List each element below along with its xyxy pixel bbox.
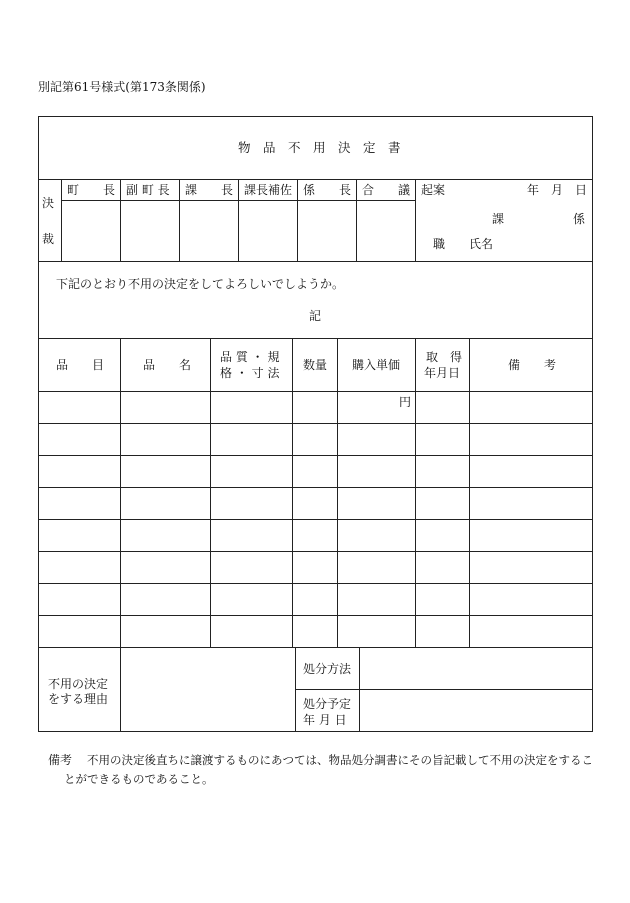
drafted-date: 年 月 日 <box>527 183 588 197</box>
reason-label-2: をする理由 <box>48 692 109 706</box>
header-acquired-2: 年月日 <box>424 366 461 380</box>
approval-col-assistant-chief: 課長補佐 <box>244 183 293 197</box>
approval-col-deputy-mayor: 副 町 長 <box>126 183 170 197</box>
approval-col-consultation: 合 議 <box>362 183 411 197</box>
approval-side-label-2: 裁 <box>42 232 55 246</box>
approval-col-unit-chief: 係 長 <box>303 183 352 197</box>
scheduled-label-1: 処分予定 <box>303 697 352 711</box>
intro-text: 下記のとおり不用の決定をしてよろしいでしようか。 <box>56 277 345 291</box>
subsection-label: 係 <box>573 212 586 226</box>
reason-label-1: 不用の決定 <box>48 677 109 691</box>
ki-label: 記 <box>309 309 322 323</box>
header-quality-1: 品 質 ・ 規 <box>220 350 280 364</box>
disposal-method-label: 処分方法 <box>303 662 352 676</box>
header-price: 購入単価 <box>352 358 401 372</box>
drafted-label: 起案 <box>421 183 446 197</box>
scheduled-label-2: 年 月 日 <box>303 713 347 727</box>
approval-col-section-chief: 課 長 <box>185 183 234 197</box>
header-quality-2: 格 ・ 寸 法 <box>220 366 280 380</box>
staff-name-label: 職 氏名 <box>433 237 494 251</box>
approval-side-label-1: 決 <box>42 196 55 210</box>
header-remarks: 備 考 <box>508 358 557 372</box>
note-line-1: 不用の決定後直ちに譲渡するものにあつては、物品処分調書にその旨記載して不用の決定をするこ <box>87 753 593 767</box>
header-qty: 数量 <box>303 358 328 372</box>
form-header: 別記第61号様式(第173条関係) <box>38 80 206 94</box>
approval-col-mayor: 町 長 <box>67 183 116 197</box>
note-line-2: とができるものであること。 <box>64 772 214 786</box>
section-label: 課 <box>492 212 505 226</box>
yen-unit: 円 <box>399 395 412 409</box>
header-acquired-1: 取 得 <box>426 350 463 364</box>
header-item: 品 目 <box>56 358 105 372</box>
header-name: 品 名 <box>143 358 192 372</box>
form-title: 物 品 不 用 決 定 書 <box>238 140 401 155</box>
note-label: 備考 <box>48 753 73 767</box>
